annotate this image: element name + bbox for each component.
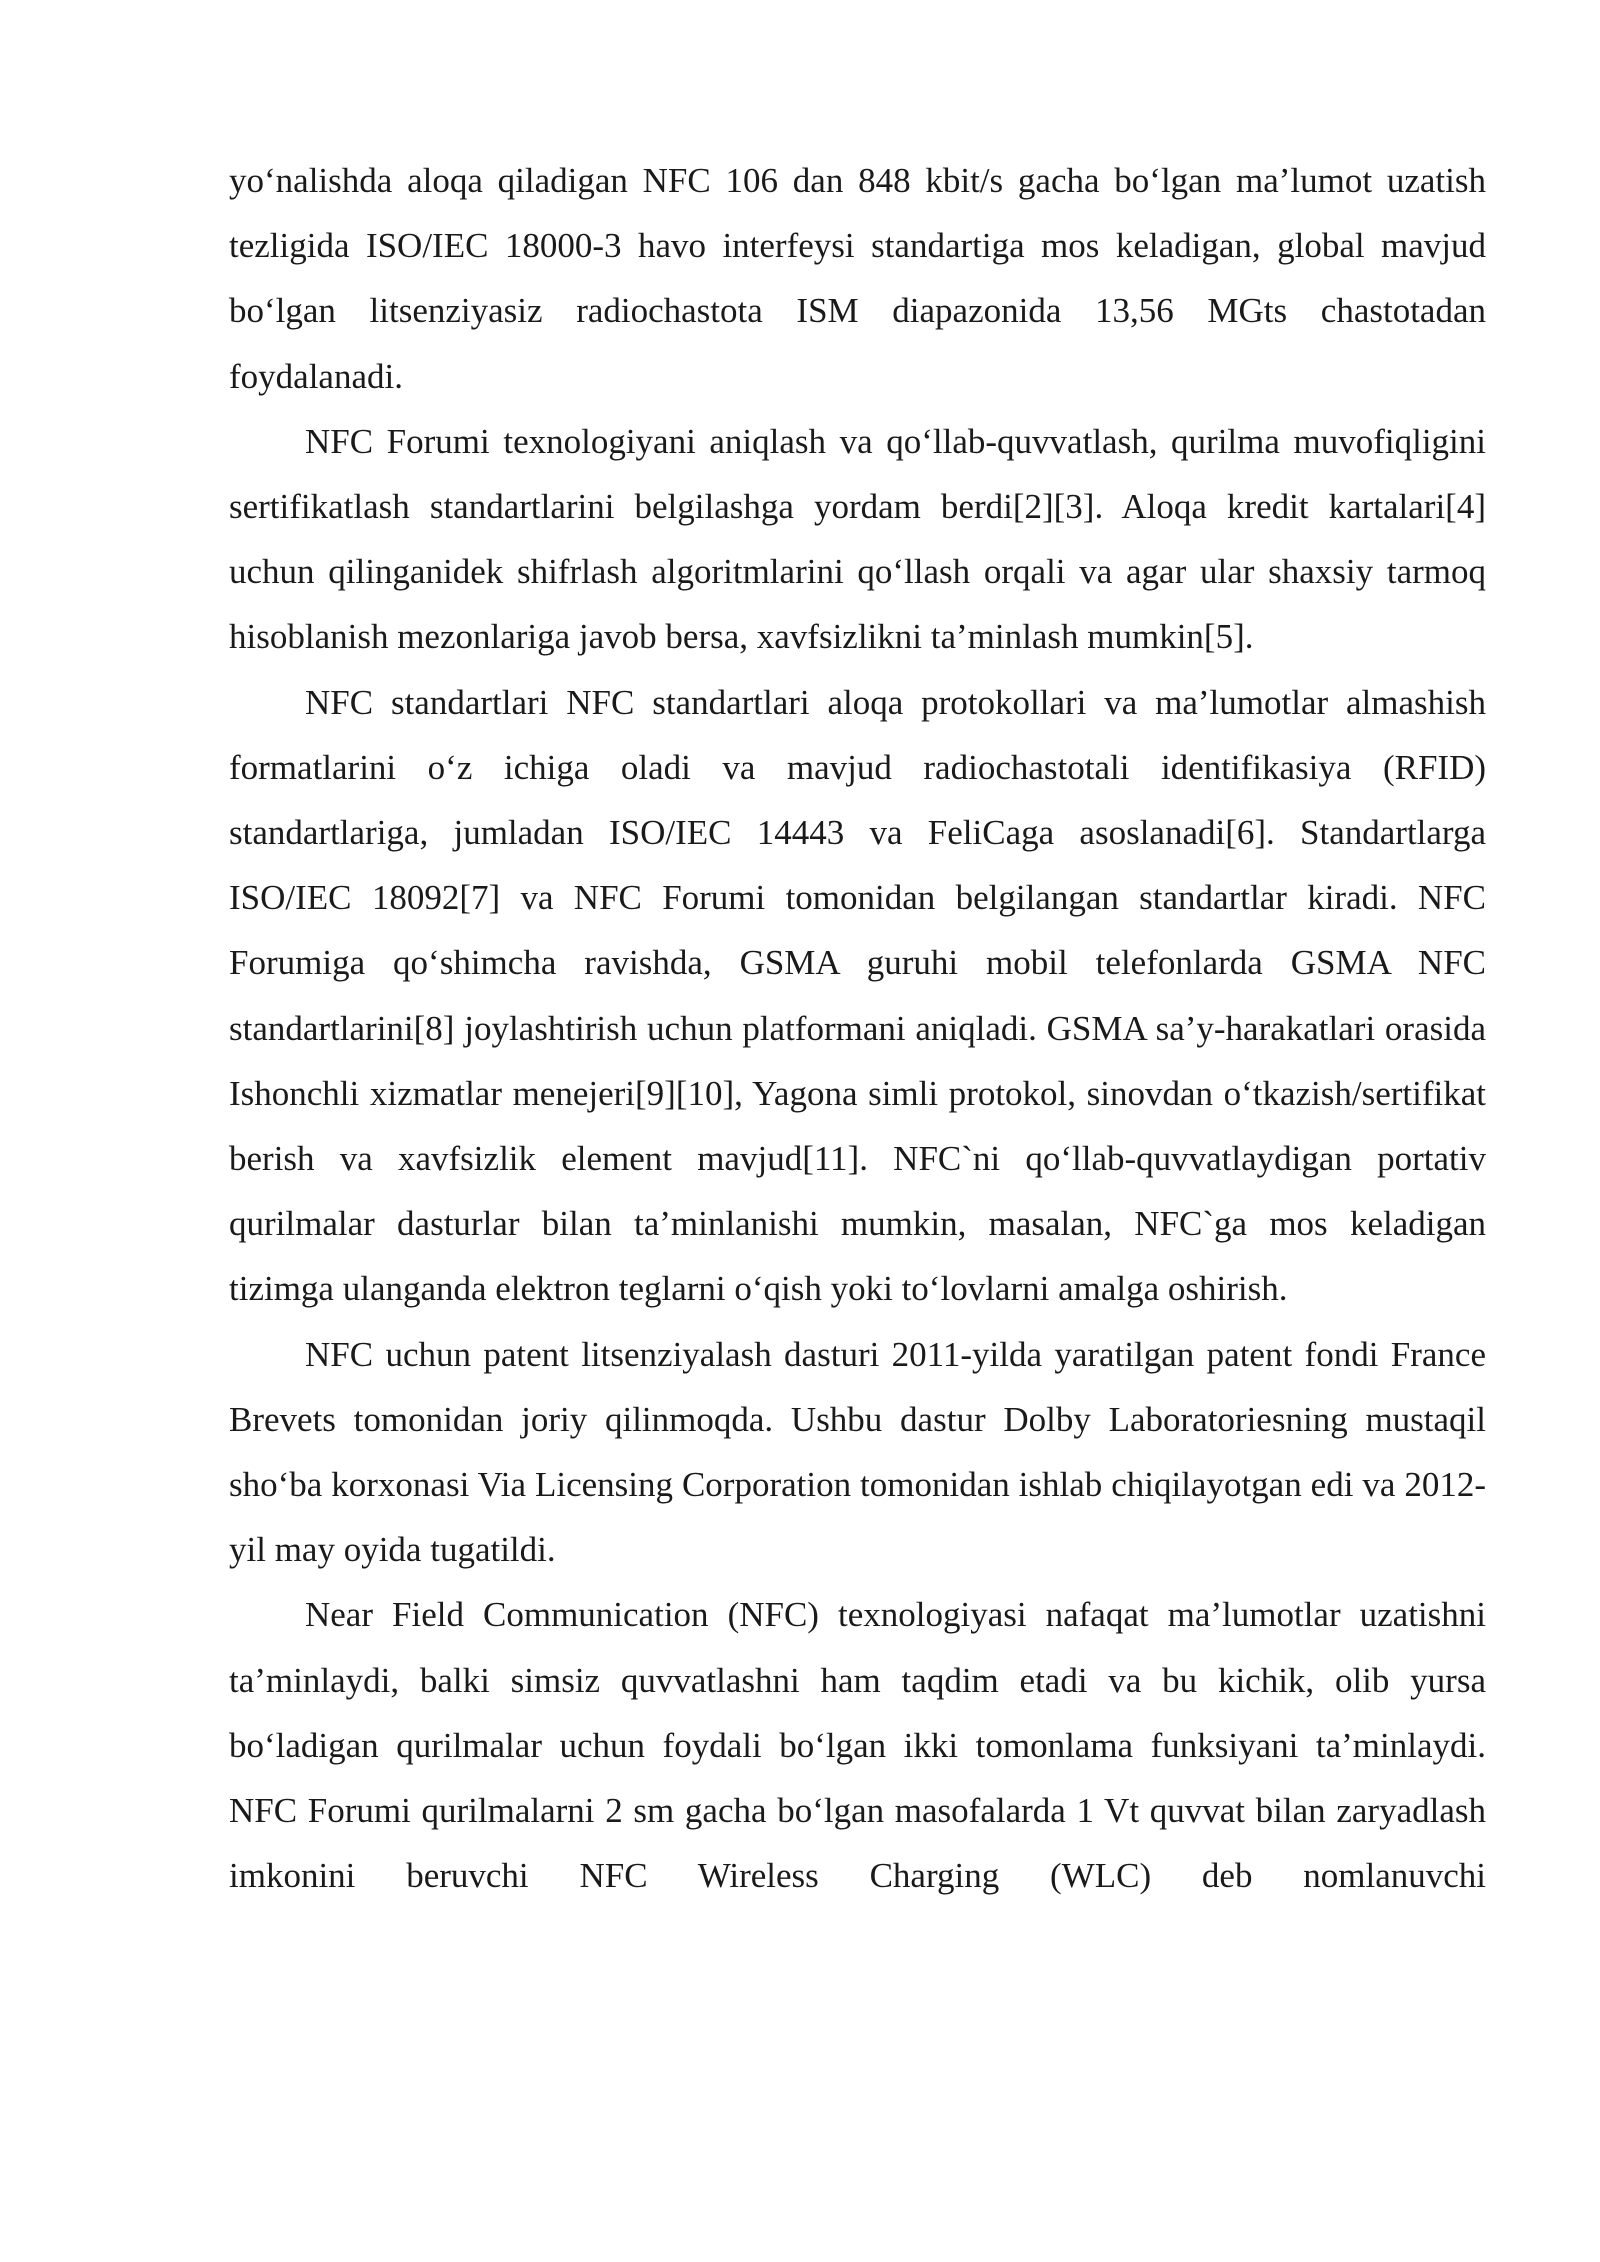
- paragraph-continued: yo‘nalishda aloqa qiladigan NFC 106 dan 848 kbit/s gacha bo‘lgan ma’lumot uzatish tezligida ISO/IEC 18000-3 havo interfeysi standartiga mos keladigan, global mavjud bo‘lgan litsenziyasiz radiochastota ISM diapazonida 13,56 MGts chastotadan foydalanadi.: [229, 161, 1486, 396]
- paragraph-nfc-forum: NFC Forumi texnologiyani aniqlash va qo‘llab-quvvatlash, qurilma muvofiqligini sertifikatlash standartlarini belgilashga yordam berdi[2][3]. Aloqa kredit kartalari[4] uchun qilinganidek shifrlash algoritmlarini qo‘llash orqali va agar ular shaxsiy tarmoq hisoblanish mezonlariga javob bersa, xavfsizlikni ta’minlash mumkin[5].: [229, 421, 1486, 657]
- paragraph-nfc-standards: NFC standartlari NFC standartlari aloqa protokollari va ma’lumotlar almashish formatlarini o‘z ichiga oladi va mavjud radiochastotali identifikasiya (RFID) standartlariga, jumladan ISO/IEC 14443 va FeliCaga asoslanadi[6]. Standartlarga ISO/IEC 18092[7] va NFC Forumi tomonidan belgilangan standartlar kiradi. NFC Forumiga qo‘shimcha ravishda, GSMA guruhi mobil telefonlarda GSMA NFC standartlarini[8] joylashtirish uchun platformani aniqladi. GSMA sa’y-harakatlari orasida Ishonchli xizmatlar menejeri[9][10], Yagona simli protokol, sinovdan o‘tkazish/sertifikat berish va xavfsizlik element mavjud[11]. NFC`ni qo‘llab-quvvatlaydigan portativ qurilmalar dasturlar bilan ta’minlanishi mumkin, masalan, NFC`ga mos keladigan tizimga ulanganda elektron teglarni o‘qish yoki to‘lovlarni amalga oshirish.: [229, 682, 1486, 1309]
- paragraph-wireless-charging: Near Field Communication (NFC) texnologiyasi nafaqat ma’lumotlar uzatishni ta’minlaydi, balki simsiz quvvatlashni ham taqdim etadi va bu kichik, olib yursa bo‘ladigan qurilmalar uchun foydali bo‘lgan ikki tomonlama funksiyani ta’minlaydi. NFC Forumi qurilmalarni 2 sm gacha bo‘lgan masofalarda 1 Vt quvvat bilan zaryadlash imkonini beruvchi NFC Wireless Charging (WLC) deb nomlanuvchi: [229, 1595, 1486, 1896]
- paragraph-patent-licensing: NFC uchun patent litsenziyalash dasturi 2011-yilda yaratilgan patent fondi France Brevets tomonidan joriy qilinmoqda. Ushbu dastur Dolby Laboratoriesning mustaqil sho‘ba korxonasi Via Licensing Corporation tomonidan ishlab chiqilayotgan edi va 2012-yil may oyida tugatildi.: [229, 1334, 1486, 1570]
- document-body: [229, 148, 1486, 1908]
